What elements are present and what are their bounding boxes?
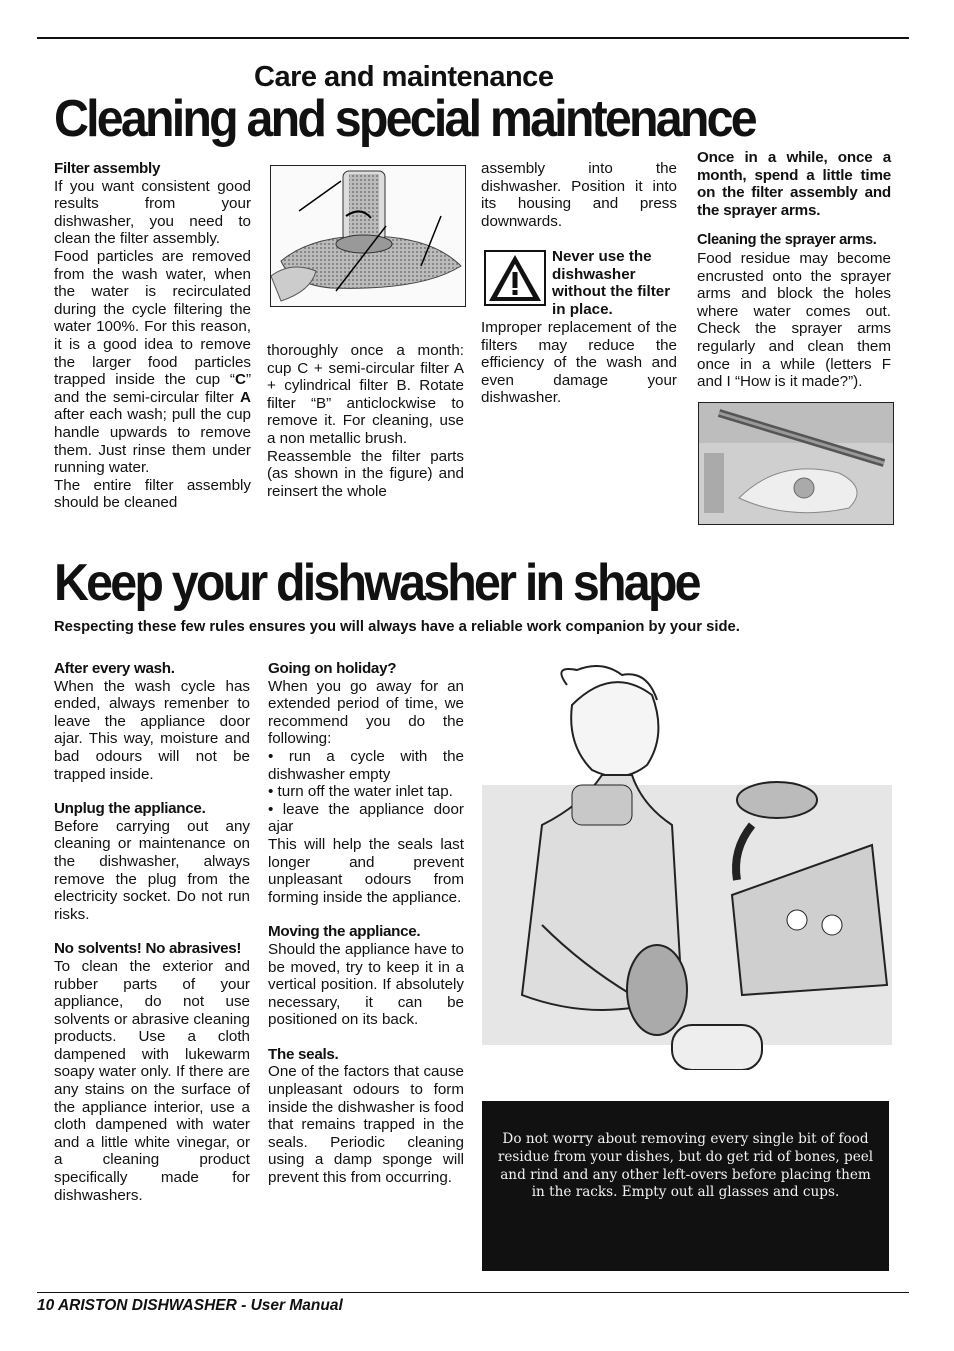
filter-column-2 (267, 342, 464, 500)
warning-text: Never use the dishwasher without the filter in place. (552, 248, 671, 318)
holiday-heading: Going on holiday? (268, 660, 397, 677)
section-label: Care and maintenance (254, 61, 554, 93)
sprayer-heading: Cleaning the sprayer arms. (697, 232, 877, 249)
sprayer-text: Food residue may become encrusted onto the sprayer arms and block the holes where water comes out. Check the sprayer arms regularly and clean them once in a while (letters F and I “How is it made?”). (697, 249, 891, 391)
tip-box: Do not worry about removing every single bit of food residue from your dishes, but do get rid of bones, peel and rind and any other left-overs before placing them in the racks. Empty out all glasses and cups. (482, 1101, 889, 1271)
sprayer-column (697, 149, 891, 391)
holiday-bullet: • leave the appliance door ajar (268, 800, 464, 836)
page-footer: 10 ARISTON DISHWASHER - User Manual (37, 1297, 343, 1314)
filter-column-3 (481, 160, 677, 230)
no-solvents-heading: No solvents! No abrasives! (54, 940, 242, 958)
after-wash-text: When the wash cycle has ended, always remenber to leave the appliance door ajar. This way, moisture and bad odours will not be trapped inside. (54, 677, 250, 783)
holiday-text: When you go away for an extended period of time, we recommend you do the following: (268, 677, 464, 748)
no-solvents-text: To clean the exterior and rubber parts of your appliance, do not use solvents or abrasive cleaning products. Use a cloth dampened with lukewarm soapy water only. If there are any stains on the surface of the appliance interior, use a cloth dampened with water and a little white vinegar, or a cleaning product specifically made for dishwashers. (54, 957, 250, 1204)
seals-heading: The seals. (268, 1045, 339, 1063)
section-lead: Respecting these few rules ensures you will always have a reliable work companion by your side. (54, 619, 740, 635)
moving-heading: Moving the appliance. (268, 923, 421, 941)
tips-middle-column (268, 660, 464, 1187)
filter-heading: Filter assembly (54, 160, 161, 177)
holiday-bullet: • turn off the water inlet tap. (268, 783, 453, 801)
holiday-bullet: • run a cycle with the dishwasher empty (268, 747, 464, 783)
filter-assembly-drawing (271, 166, 465, 306)
filter-assembly-image (270, 165, 466, 307)
unplug-text: Before carrying out any cleaning or maintenance on the dishwasher, always remove the plug from the electricity socket. Do not run risks. (54, 817, 250, 923)
filter-paragraph-3: The entire filter assembly should be cleaned (54, 476, 251, 512)
section-title-shape: Keep your dishwasher in shape (54, 554, 699, 612)
moving-text: Should the appliance have to be moved, try to keep it in a vertical position. If absolutely necessary, it can be positioned on its back. (268, 940, 464, 1029)
warning-icon (484, 250, 546, 306)
sprayer-arm-drawing (699, 403, 893, 524)
filter-paragraph-2: Food particles are removed from the wash water, when the water is recirculated during the cycle filtering the water 100%. For this reason, it is a good idea to remove the larger food particles trapped inside the cup “C” and the semi-circular filter A after each wash; pull the cup handle upwards to remove them. Just rinse them under running water. (54, 247, 251, 477)
filter-paragraph-1: If you want consistent good results from your dishwasher, you need to clean the filter assembly. (54, 177, 251, 248)
holiday-after-text: This will help the seals last longer and prevent unpleasant odours from forming inside the appliance. (268, 835, 464, 906)
filter-column-1 (54, 160, 251, 512)
sprayer-arm-image (698, 402, 894, 525)
filter-column-3b (481, 319, 677, 407)
filter-column-3-text: assembly into the dishwasher. Position it into its housing and press downwards. (481, 160, 677, 230)
unplug-heading: Unplug the appliance. (54, 800, 206, 818)
seals-text: One of the factors that cause unpleasant odours to form inside the dishwasher is food that remains trapped in the seals. Periodic cleaning using a damp sponge will prevent this from occurring. (268, 1063, 464, 1187)
sprayer-intro: Once in a while, once a month, spend a little time on the filter assembly and the sprayer arms. (697, 149, 891, 219)
tips-left-column (54, 660, 250, 1204)
page-title: Cleaning and special maintenance (54, 90, 755, 148)
filter-column-2-text: thoroughly once a month: cup C + semi-circular filter A + cylindrical filter B. Rotate filter “B” anticlockwise to remove it. For cleaning, use a non metallic brush. (267, 342, 464, 447)
filter-column-2-text-b: Reassemble the filter parts (as shown in the figure) and reinsert the whole (267, 447, 464, 500)
filter-column-3b-text: Improper replacement of the filters may reduce the efficiency of the wash and even damage your dishwasher. (481, 319, 677, 407)
footer-rule (37, 1292, 909, 1293)
after-wash-heading: After every wash. (54, 660, 175, 677)
cartoon-illustration (482, 665, 892, 1070)
top-rule (37, 37, 909, 39)
